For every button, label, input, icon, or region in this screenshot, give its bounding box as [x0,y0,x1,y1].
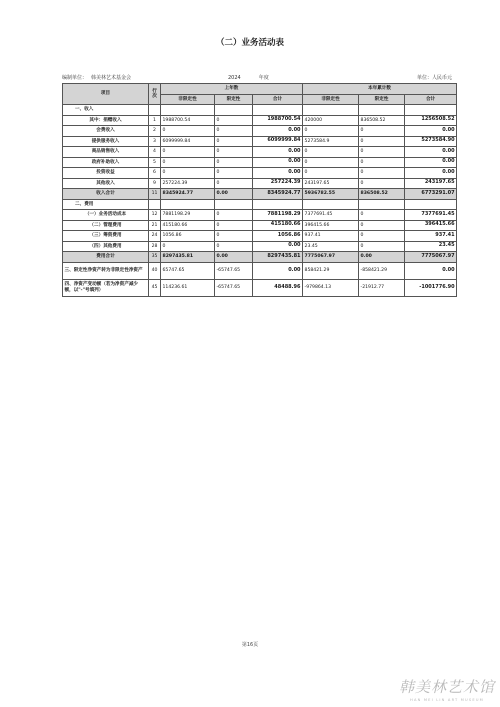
prev-total-cell [253,199,303,210]
header-prev-year: 上年数 [161,84,303,95]
prev-total-cell: 0.00 [253,262,303,279]
table-row [63,252,457,263]
row-label: 会费收入 [63,126,149,137]
header-curr-year: 本年累计数 [303,84,457,95]
prev-unrestricted-cell: 6099999.84 [161,136,215,147]
curr-unrestricted-cell: 0 [303,147,359,158]
organization-name: 韩美林艺术基金会 [91,75,132,81]
row-label: 政府补助收入 [63,157,149,168]
row-label: （四）其他费用 [63,241,149,252]
curr-unrestricted-cell: 420000 [303,115,359,126]
curr-unrestricted-cell [303,105,359,116]
row-line-no: 11 [149,189,161,200]
museum-watermark [398,676,496,702]
curr-unrestricted-cell: 0 [303,126,359,137]
curr-total-cell: 0.00 [405,147,457,158]
curr-total-cell: 1256508.52 [405,115,457,126]
curr-restricted-cell: 0 [359,136,405,147]
curr-restricted-cell: 0 [359,178,405,189]
header-prev-total: 合计 [253,94,303,105]
curr-unrestricted-cell: 7775067.97 [303,252,359,263]
curr-unrestricted-cell: 858421.29 [303,262,359,279]
watermark-text: HAN MEI LIN ART MUSEUM [410,698,484,702]
curr-restricted-cell: 0 [359,231,405,242]
prev-restricted-cell: 0 [215,220,253,231]
row-line-no: 12 [149,210,161,221]
row-line-no: 5 [149,157,161,168]
table-row [63,157,457,168]
prev-restricted-cell: 0 [215,231,253,242]
curr-restricted-cell: 0 [359,168,405,179]
row-line-no: 3 [149,136,161,147]
table-row [63,262,457,279]
table-row [63,241,457,252]
prev-unrestricted-cell: 114236.61 [161,279,215,296]
curr-restricted-cell: 0 [359,210,405,221]
row-line-no: 45 [149,279,161,296]
table-row [63,126,457,137]
prev-unrestricted-cell: 0 [161,241,215,252]
row-line-no: 2 [149,126,161,137]
curr-unrestricted-cell: 937.41 [303,231,359,242]
curr-total-cell [405,199,457,210]
header-prev-restricted: 限定性 [215,94,253,105]
row-label: 四、净资产变动额（若为净资产减少额，以"-"号填列） [63,279,149,296]
table-body [63,105,457,297]
fiscal-year [228,74,269,81]
prev-total-cell: 7881198.29 [253,210,303,221]
prev-restricted-cell: 0.00 [215,189,253,200]
curr-unrestricted-cell: 7377691.45 [303,210,359,221]
curr-restricted-cell: 0 [359,157,405,168]
header-curr-restricted: 限定性 [359,94,405,105]
curr-unrestricted-cell [303,199,359,210]
row-line-no [149,199,161,210]
prev-restricted-cell: 0 [215,168,253,179]
curr-total-cell: 0.00 [405,157,457,168]
prev-restricted-cell: 0 [215,147,253,158]
curr-unrestricted-cell: 0 [303,157,359,168]
prev-restricted-cell: 0 [215,136,253,147]
curr-unrestricted-cell: 0 [303,168,359,179]
curr-unrestricted-cell: -979864.13 [303,279,359,296]
prev-total-cell: 415180.66 [253,220,303,231]
activity-statement-table [62,83,457,297]
row-label: 收入合计 [63,189,149,200]
prev-restricted-cell: 0 [215,126,253,137]
curr-restricted-cell: 0.00 [359,252,405,263]
row-label: （一）业务活动成本 [63,210,149,221]
row-line-no [149,105,161,116]
row-line-no: 21 [149,220,161,231]
curr-total-cell: 0.00 [405,262,457,279]
row-line-no: 1 [149,115,161,126]
prev-total-cell: 0.00 [253,126,303,137]
prev-total-cell: 0.00 [253,157,303,168]
row-label: 一、收入 [63,105,149,116]
curr-total-cell: 396415.66 [405,220,457,231]
curr-restricted-cell: -21912.77 [359,279,405,296]
prev-restricted-cell: 0 [215,178,253,189]
curr-restricted-cell [359,105,405,116]
curr-restricted-cell: 0 [359,126,405,137]
year-suffix: 年度 [258,75,269,81]
header-line-no: 行次 [149,84,161,105]
row-label: 投资收益 [63,168,149,179]
table-row [63,178,457,189]
organization-line [62,74,131,81]
row-line-no: 35 [149,252,161,263]
prev-unrestricted-cell: 1988700.54 [161,115,215,126]
row-label: 三、限定性净资产转为非限定性净资产 [63,262,149,279]
curr-total-cell: 0.00 [405,126,457,137]
prev-restricted-cell: 0 [215,241,253,252]
prev-unrestricted-cell: 415180.66 [161,220,215,231]
prev-restricted-cell [215,105,253,116]
curr-total-cell: 0.00 [405,168,457,179]
row-line-no: 9 [149,178,161,189]
curr-total-cell: 23.45 [405,241,457,252]
row-label: 二、费用 [63,199,149,210]
prev-total-cell: 1056.86 [253,231,303,242]
prev-unrestricted-cell: 8297435.81 [161,252,215,263]
curr-total-cell: 5273584.90 [405,136,457,147]
curr-restricted-cell: 0 [359,220,405,231]
page-number: 第16页 [241,642,259,648]
prev-unrestricted-cell [161,105,215,116]
prev-total-cell: 257224.39 [253,178,303,189]
prev-restricted-cell: 0 [215,115,253,126]
table-row [63,231,457,242]
curr-unrestricted-cell: 243197.65 [303,178,359,189]
table-row [63,136,457,147]
table-row [63,279,457,296]
curr-total-cell [405,105,457,116]
prev-restricted-cell [215,199,253,210]
header-item: 项目 [63,84,149,105]
prev-unrestricted-cell: 257224.39 [161,178,215,189]
table-row [63,115,457,126]
table-row [63,168,457,179]
curr-total-cell: 7775067.97 [405,252,457,263]
prev-unrestricted-cell: 8345924.77 [161,189,215,200]
row-line-no: 4 [149,147,161,158]
curr-restricted-cell: -858421.29 [359,262,405,279]
curr-restricted-cell: 0 [359,147,405,158]
curr-restricted-cell: 0 [359,241,405,252]
prev-unrestricted-cell: 0 [161,168,215,179]
prev-total-cell: 48488.96 [253,279,303,296]
year-value: 2024 [228,75,241,81]
row-label: （二）管理费用 [63,220,149,231]
prev-unrestricted-cell: 0 [161,157,215,168]
table-row [63,105,457,116]
row-label: 商品销售收入 [63,147,149,158]
row-line-no: 28 [149,241,161,252]
curr-restricted-cell: 836508.52 [359,189,405,200]
prev-unrestricted-cell: 1056.86 [161,231,215,242]
curr-total-cell: 937.41 [405,231,457,242]
prev-unrestricted-cell: 0 [161,126,215,137]
prev-unrestricted-cell: 65747.65 [161,262,215,279]
table-row [63,189,457,200]
prev-total-cell: 1988700.54 [253,115,303,126]
table-row [63,220,457,231]
curr-total-cell: 243197.65 [405,178,457,189]
prev-total-cell: 0.00 [253,241,303,252]
prev-total-cell: 6099999.84 [253,136,303,147]
curr-unrestricted-cell: 396415.66 [303,220,359,231]
watermark-logo: 韩美林艺术馆 [398,678,495,696]
row-label: 其中：捐赠收入 [63,115,149,126]
prev-restricted-cell: -65747.65 [215,262,253,279]
report-title: （二）业务活动表 [215,38,284,48]
table-row [63,199,457,210]
prev-unrestricted-cell: 7881198.29 [161,210,215,221]
row-line-no: 40 [149,262,161,279]
row-label: 提供服务收入 [63,136,149,147]
prev-unrestricted-cell [161,199,215,210]
currency-unit: 单位：人民币元 [416,75,452,81]
row-label: 费用合计 [63,252,149,263]
prev-restricted-cell: 0.00 [215,252,253,263]
curr-total-cell: 6773291.07 [405,189,457,200]
curr-total-cell: 7377691.45 [405,210,457,221]
row-label: 其他收入 [63,178,149,189]
header-curr-total: 合计 [405,94,457,105]
table-row [63,147,457,158]
curr-restricted-cell [359,199,405,210]
prev-total-cell: 0.00 [253,168,303,179]
curr-restricted-cell: 836508.52 [359,115,405,126]
prev-restricted-cell: 0 [215,157,253,168]
prev-total-cell: 0.00 [253,147,303,158]
row-line-no: 6 [149,168,161,179]
prev-unrestricted-cell: 0 [161,147,215,158]
prev-total-cell [253,105,303,116]
curr-unrestricted-cell: 5936782.55 [303,189,359,200]
prev-total-cell: 8297435.81 [253,252,303,263]
header-row-groups [63,84,457,95]
prev-restricted-cell: -65747.65 [215,279,253,296]
prev-total-cell: 8345924.77 [253,189,303,200]
organization-label: 编制单位： [62,75,88,81]
curr-unrestricted-cell: 23.45 [303,241,359,252]
header-prev-unrestricted: 非限定性 [161,94,215,105]
curr-total-cell: -1001776.90 [405,279,457,296]
table-row [63,210,457,221]
row-label: （三）筹资费用 [63,231,149,242]
curr-unrestricted-cell: 5273584.9 [303,136,359,147]
prev-restricted-cell: 0 [215,210,253,221]
header-curr-unrestricted: 非限定性 [303,94,359,105]
row-line-no: 24 [149,231,161,242]
